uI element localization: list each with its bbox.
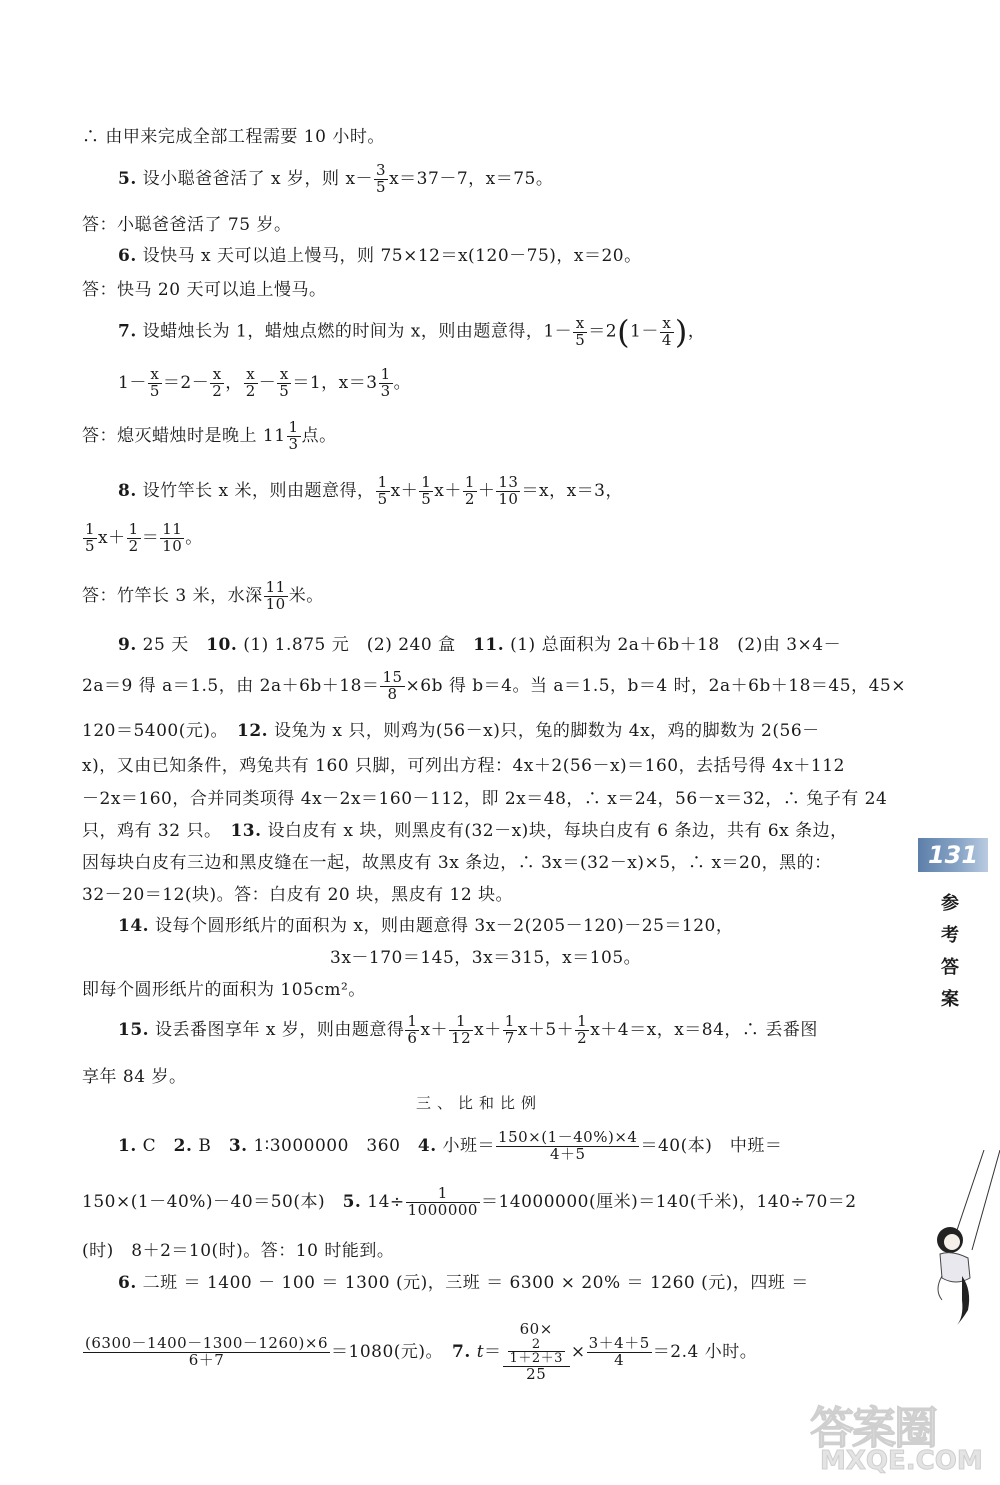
problem-number: 7. [118,321,137,342]
text-line: 32－20＝12(块)。答：白皮有 20 块，黑皮有 12 块。 [82,885,514,905]
swing-girl-illustration [912,1150,1000,1340]
text-line: －2x＝160，合并同类项得 4x－2x＝160－112，即 2x＝48，∴ x＝24，56－x＝32，∴ 兔子有 24 [82,789,888,809]
text-line: 即每个圆形纸片的面积为 105cm²。 [82,980,366,1000]
problem-number: 6. [118,246,137,266]
fraction: $\frac{3}{5}$ [376,161,387,196]
page-number-tab: 131 [918,838,988,872]
side-label: 参 考 答 案 [941,893,959,1010]
problem-number: 5. [118,168,137,189]
text-line: 只，鸡有 32 只。 13. 设白皮有 x 块，则黑皮有(32－x)块，每块白皮有 6 条边，共有 6x 条边， [82,821,848,841]
problem-8: 8. 设竹竿长 x 米，则由题意得， $\frac{1}{5}$ x＋ $\frac{1}{5}$ x＋ $\frac{1}{2}$ ＋ $\frac{13}{10}$ ＝x，x＝3， [118,473,623,508]
text-line: (时) 8＋2＝10(时)。答：10 时能到。 [82,1241,395,1261]
text-line: 150×(1－40%)－40＝50(本) 5. 14÷ $\frac{1}{1000000}$ ＝14000000(厘米)＝140(千米)，140÷70＝2 [82,1184,857,1219]
problem-number: 8. [118,480,137,501]
problem-14: 14. 设每个圆形纸片的面积为 x，则由题意得 3x－2(205－120)－25＝120， [118,916,734,936]
text-line: 答：熄灭蜡烛时是晚上 11 $\frac{1}{3}$ 点。 [82,418,337,453]
text-line: 享年 84 岁。 [82,1067,187,1087]
text-line: 答：竹竿长 3 米，水深 $\frac{11}{10}$ 米。 [82,578,324,613]
text-line: $\frac{1}{5}$ x＋ $\frac{1}{2}$ ＝ $\frac{11}{10}$ 。 [85,520,203,555]
text-line: 答：快马 20 天可以追上慢马。 [82,280,327,300]
text-line: 120＝5400(元)。 12. 设兔为 x 只，则鸡为(56－x)只，兔的脚数为 4x，鸡的脚数为 2(56－ [82,721,820,741]
problem-6: 6. 设快马 x 天可以追上慢马，则 75×12＝x(120－75)，x＝20。 [118,246,642,266]
problems-9-11: 9. 25 天 10. (1) 1.875 元 (2) 240 盒 11. (1) 总面积为 2a＋6b＋18 (2)由 3×4－ [118,635,842,655]
watermark: 答案圈 MXQE.COM [810,1403,983,1476]
problem-5: 5. 设小聪爸爸活了 x 岁，则 x－ $\frac{3}{5}$ x＝37－7，x＝75。 [118,161,554,196]
problem-15: 15. 设丢番图享年 x 岁，则由题意得 $\frac{1}{6}$ x＋ $\frac{1}{12}$ x＋ $\frac{1}{7}$ x＋5＋ $\frac{1}{2}$ x＋4＝x，x＝84，∴ 丢番图 [118,1012,818,1047]
section-title: 三、比和比例 [416,1094,543,1112]
text-line: 答：小聪爸爸活了 75 岁。 [82,215,292,235]
text-line: $\frac{(6300-1400-1300-1260)\times 6}{6+7}$ ＝1080(元)。 7. t＝ 60× 2 1＋2＋3 25 × $\frac{3+4+5}{4}$ ＝2.4 小时。 [85,1320,758,1384]
text-line: x)，又由已知条件，鸡兔共有 160 只脚，可列出方程：4x＋2(56－x)＝160，去括号得 4x＋112 [82,756,845,776]
text-line: 2a＝9 得 a＝1.5，由 2a＋6b＋18＝ $\frac{15}{8}$ ×6b 得 b＝4。当 a＝1.5，b＝4 时，2a＋6b＋18＝45，45× [82,668,906,703]
text-line: ∴ 由甲来完成全部工程需要 10 小时。 [82,127,385,147]
problem-7: 7. 设蜡烛长为 1，蜡烛点燃的时间为 x，则由题意得，1－ $\frac{x}{5}$ ＝2(1－ $\frac{x}{4}$ )， [118,313,706,351]
text-line: 3x－170＝145，3x＝315，x＝105。 [330,948,642,968]
text-line: 1－ $\frac{x}{5}$ ＝2－ $\frac{x}{2}$ ， $\frac{x}{2}$ － $\frac{x}{5}$ ＝1，x＝3 $\frac{1}{3}$ 。 [118,365,412,400]
text-line: 因每块白皮有三边和黑皮缝在一起，故黑皮有 3x 条边，∴ 3x＝(32－x)×5，∴ x＝20，黑的： [82,853,832,873]
ratio-problems-1-4: 1. C 2. B 3. 1∶3000000 360 4. 小班＝ $\frac{150\times(1-40\%)\times 4}{4+5}$ ＝40(本) 中班＝ [118,1128,783,1163]
ratio-problem-6: 6. 二班 ＝ 1400 － 100 ＝ 1300 (元)，三班 ＝ 6300 × 20% ＝ 1260 (元)，四班 ＝ [118,1273,809,1293]
